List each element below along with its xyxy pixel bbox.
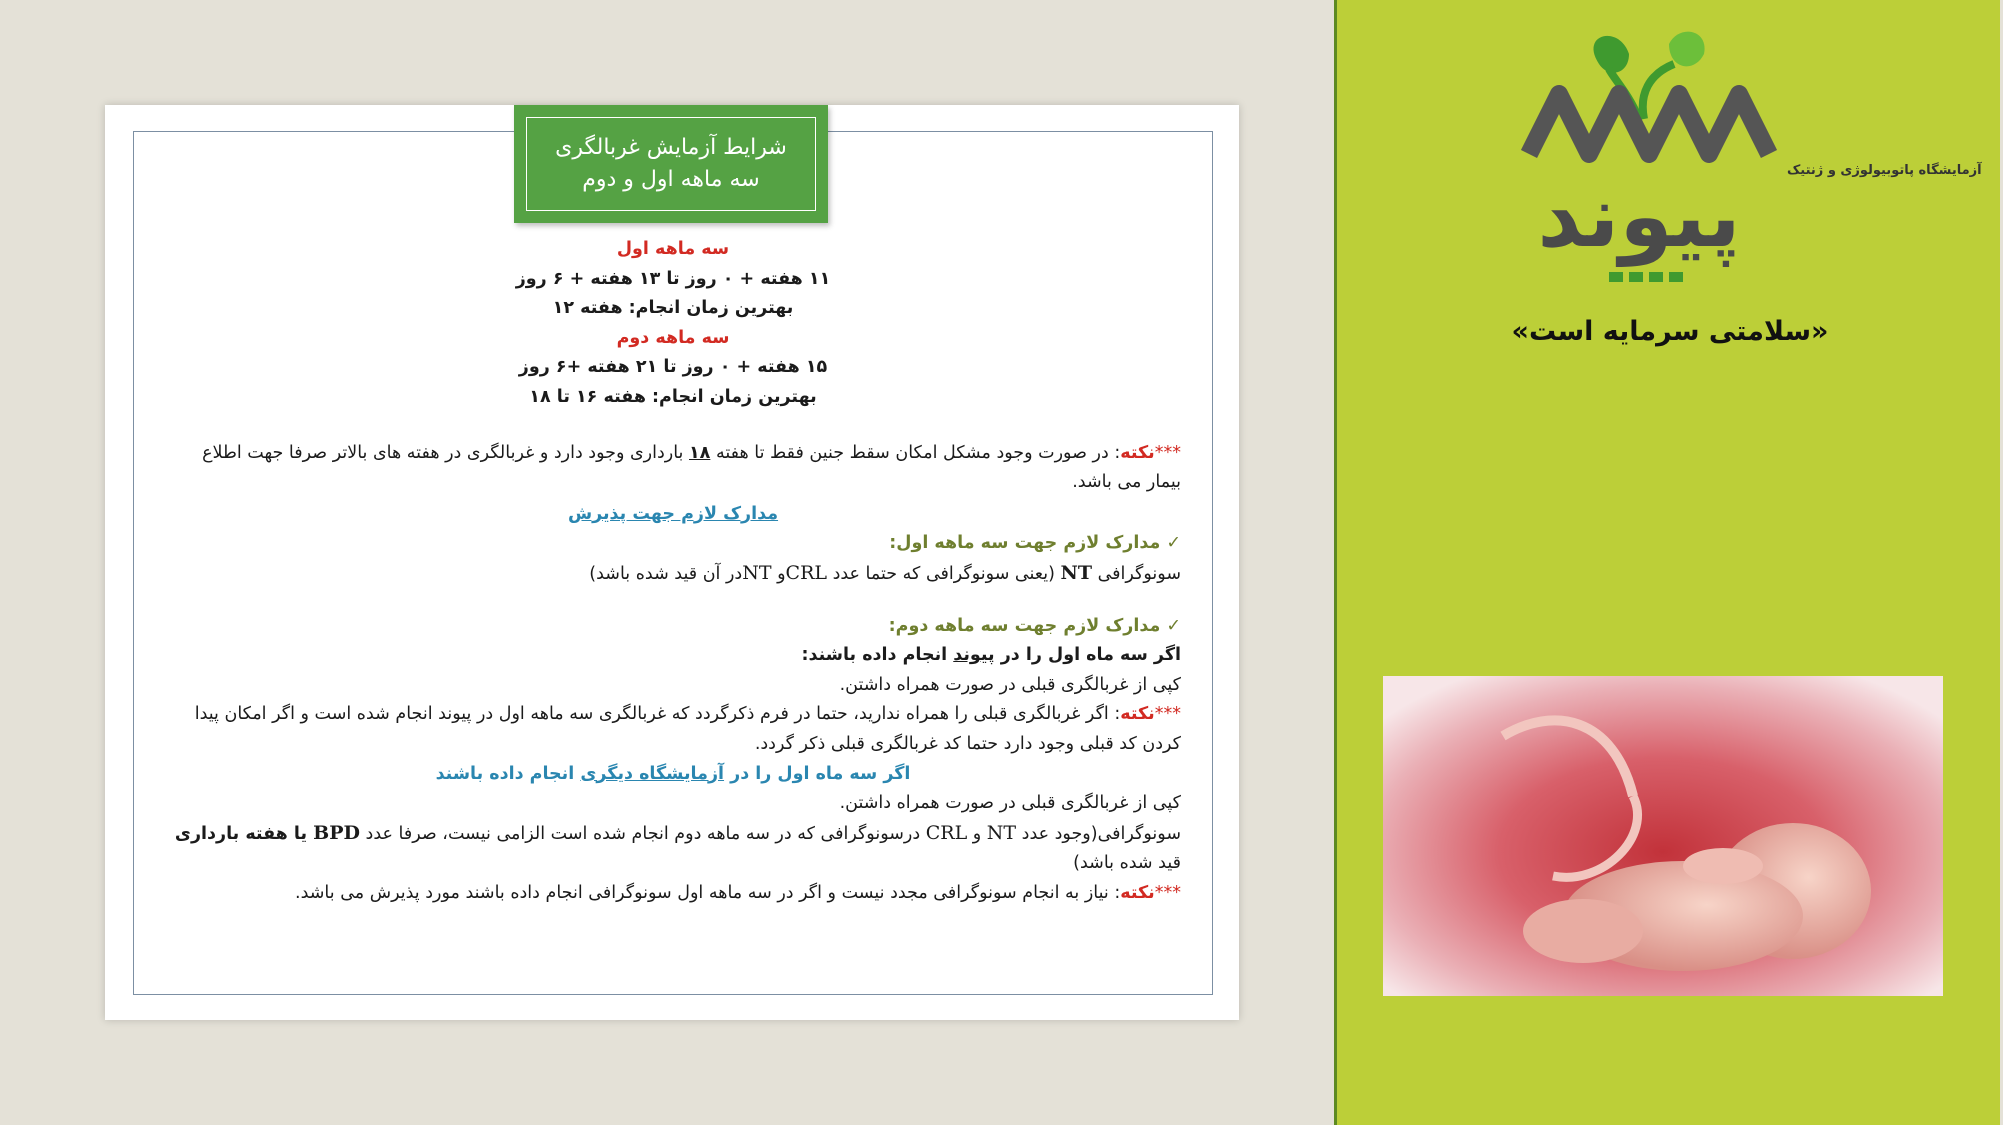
- copy-previous-2: کپی از غربالگری قبلی در صورت همراه داشتن.: [839, 793, 1181, 814]
- first-trimester-range: ۱۱ هفته + ۰ روز تا ۱۳ هفته + ۶ روز: [515, 268, 831, 289]
- sonography-requirement: [165, 819, 1181, 879]
- case1-text-a: اگر سه ماه اول را در: [994, 645, 1181, 666]
- docs-title: مدارک لازم جهت پذیرش: [567, 503, 779, 524]
- spacer: [165, 590, 1181, 612]
- case-other-lab: [165, 760, 1181, 790]
- case2-text-a: اگر سه ماه اول را در: [724, 763, 911, 784]
- second-trimester-best: بهترین زمان انجام: هفته ۱۶ تا ۱۸: [529, 386, 817, 407]
- sono-text-d: یا هفته بارداری: [174, 823, 314, 844]
- crl-label-2: CRL: [925, 821, 968, 844]
- case-peyvand: [165, 641, 1181, 671]
- sono-text-e: قید شده باشد): [1073, 853, 1181, 874]
- note-stars: ***: [1154, 442, 1181, 463]
- second-docs-heading: مدارک لازم جهت سه ماهه دوم:: [888, 615, 1161, 636]
- fetus-image: [1383, 676, 1943, 996]
- slogan: «سلامتی سرمایه است»: [1511, 316, 1829, 347]
- note-week: ۱۸: [689, 442, 711, 463]
- case2-text-b: انجام داده باشند: [435, 763, 581, 784]
- note2-text: : اگر غربالگری قبلی را همراه ندارید، حتما در فرم ذکرگردد که غربالگری سه ماهه اول در پیوند انجام شده است و اگر امکان پیدا کردن کد قبلی وجود دارد حتما کد غربالگری قبلی ذکر گردد.: [194, 704, 1181, 754]
- note-text-b: بارداری وجود دارد و غربالگری در هفته های بالاتر صرفا جهت اطلاع بیمار می باشد.: [202, 442, 1181, 493]
- note-label: نکته: [1120, 704, 1155, 725]
- crl-label: CRL: [785, 561, 828, 584]
- first-docs-text-d: در آن قید شده باشد): [589, 563, 743, 584]
- first-trimester-best: بهترین زمان انجام: هفته ۱۲: [552, 298, 794, 319]
- check-icon: ✓: [1166, 615, 1181, 636]
- sono-text-a: سونوگرافی(وجود عدد: [1016, 823, 1181, 844]
- first-docs-text-c: و: [771, 563, 786, 584]
- first-docs-text-b: (یعنی سونوگرافی که حتما عدد: [827, 563, 1061, 584]
- note3-text: : نیاز به انجام سونوگرافی مجدد نیست و اگر در سه ماهه اول سونوگرافی انجام داده باشند مورد پذیرش می باشد.: [295, 882, 1121, 903]
- sono-text-c: درسونوگرافی که در سه ماهه دوم انجام شده است الزامی نیست، صرفا عدد: [359, 823, 926, 844]
- note-label: نکته: [1120, 882, 1155, 903]
- note-previous-code: [165, 700, 1181, 759]
- spacer: [165, 413, 1181, 439]
- title-line-1: شرایط آزمایش غربالگری: [555, 135, 787, 160]
- brand-panel: [1334, 0, 2000, 1125]
- first-trimester-heading: سه ماهه اول: [616, 239, 730, 259]
- first-docs-heading: مدارک لازم جهت سه ماهه اول:: [889, 533, 1161, 554]
- note-no-resonography: [165, 879, 1181, 909]
- note-miscarriage: [165, 439, 1181, 498]
- note-label: نکته: [1120, 442, 1155, 463]
- case2-lab: آزمایشگاه دیگری: [580, 763, 725, 784]
- first-docs-text-a: سونوگرافی: [1092, 563, 1181, 584]
- first-docs-text: [165, 559, 1181, 590]
- logo-dots: [1609, 272, 1683, 282]
- first-docs-heading-row: [165, 529, 1181, 559]
- case1-text-b: انجام داده باشند:: [801, 645, 954, 666]
- copy-previous-1: کپی از غربالگری قبلی در صورت همراه داشتن.: [839, 674, 1181, 695]
- sono-text-b: و: [967, 823, 987, 844]
- title-text: [526, 117, 816, 211]
- second-trimester-heading: سه ماهه دوم: [616, 327, 730, 348]
- note-text-a: : در صورت وجود مشکل امکان سقط جنین فقط تا هفته: [710, 442, 1121, 463]
- nt-label-3: NT: [986, 821, 1017, 844]
- card-content: [165, 235, 1181, 908]
- logo-subtitle: آزمایشگاه پاتوبیولوژی و ژنتیک: [1787, 163, 1982, 178]
- peyvand-logo: [1479, 24, 1982, 294]
- check-icon: ✓: [1166, 533, 1181, 554]
- info-card: [105, 105, 1239, 1020]
- note-stars: ***: [1154, 704, 1181, 725]
- title-line-2: سه ماهه اول و دوم: [582, 167, 760, 192]
- trimester-schedule: [165, 235, 1181, 413]
- nt-label: NT: [1060, 561, 1093, 584]
- title-box: [514, 105, 828, 223]
- nt-label-2: NT: [742, 561, 772, 584]
- logo-name: پیوند: [1537, 167, 1741, 267]
- note-stars: ***: [1154, 882, 1181, 903]
- second-trimester-range: ۱۵ هفته + ۰ روز تا ۲۱ هفته +۶ روز: [518, 357, 828, 378]
- bpd-label: BPD: [313, 821, 360, 844]
- second-docs-heading-row: [165, 612, 1181, 642]
- case1-lab: پیوند: [953, 645, 995, 666]
- docs-title-row: [165, 500, 1181, 530]
